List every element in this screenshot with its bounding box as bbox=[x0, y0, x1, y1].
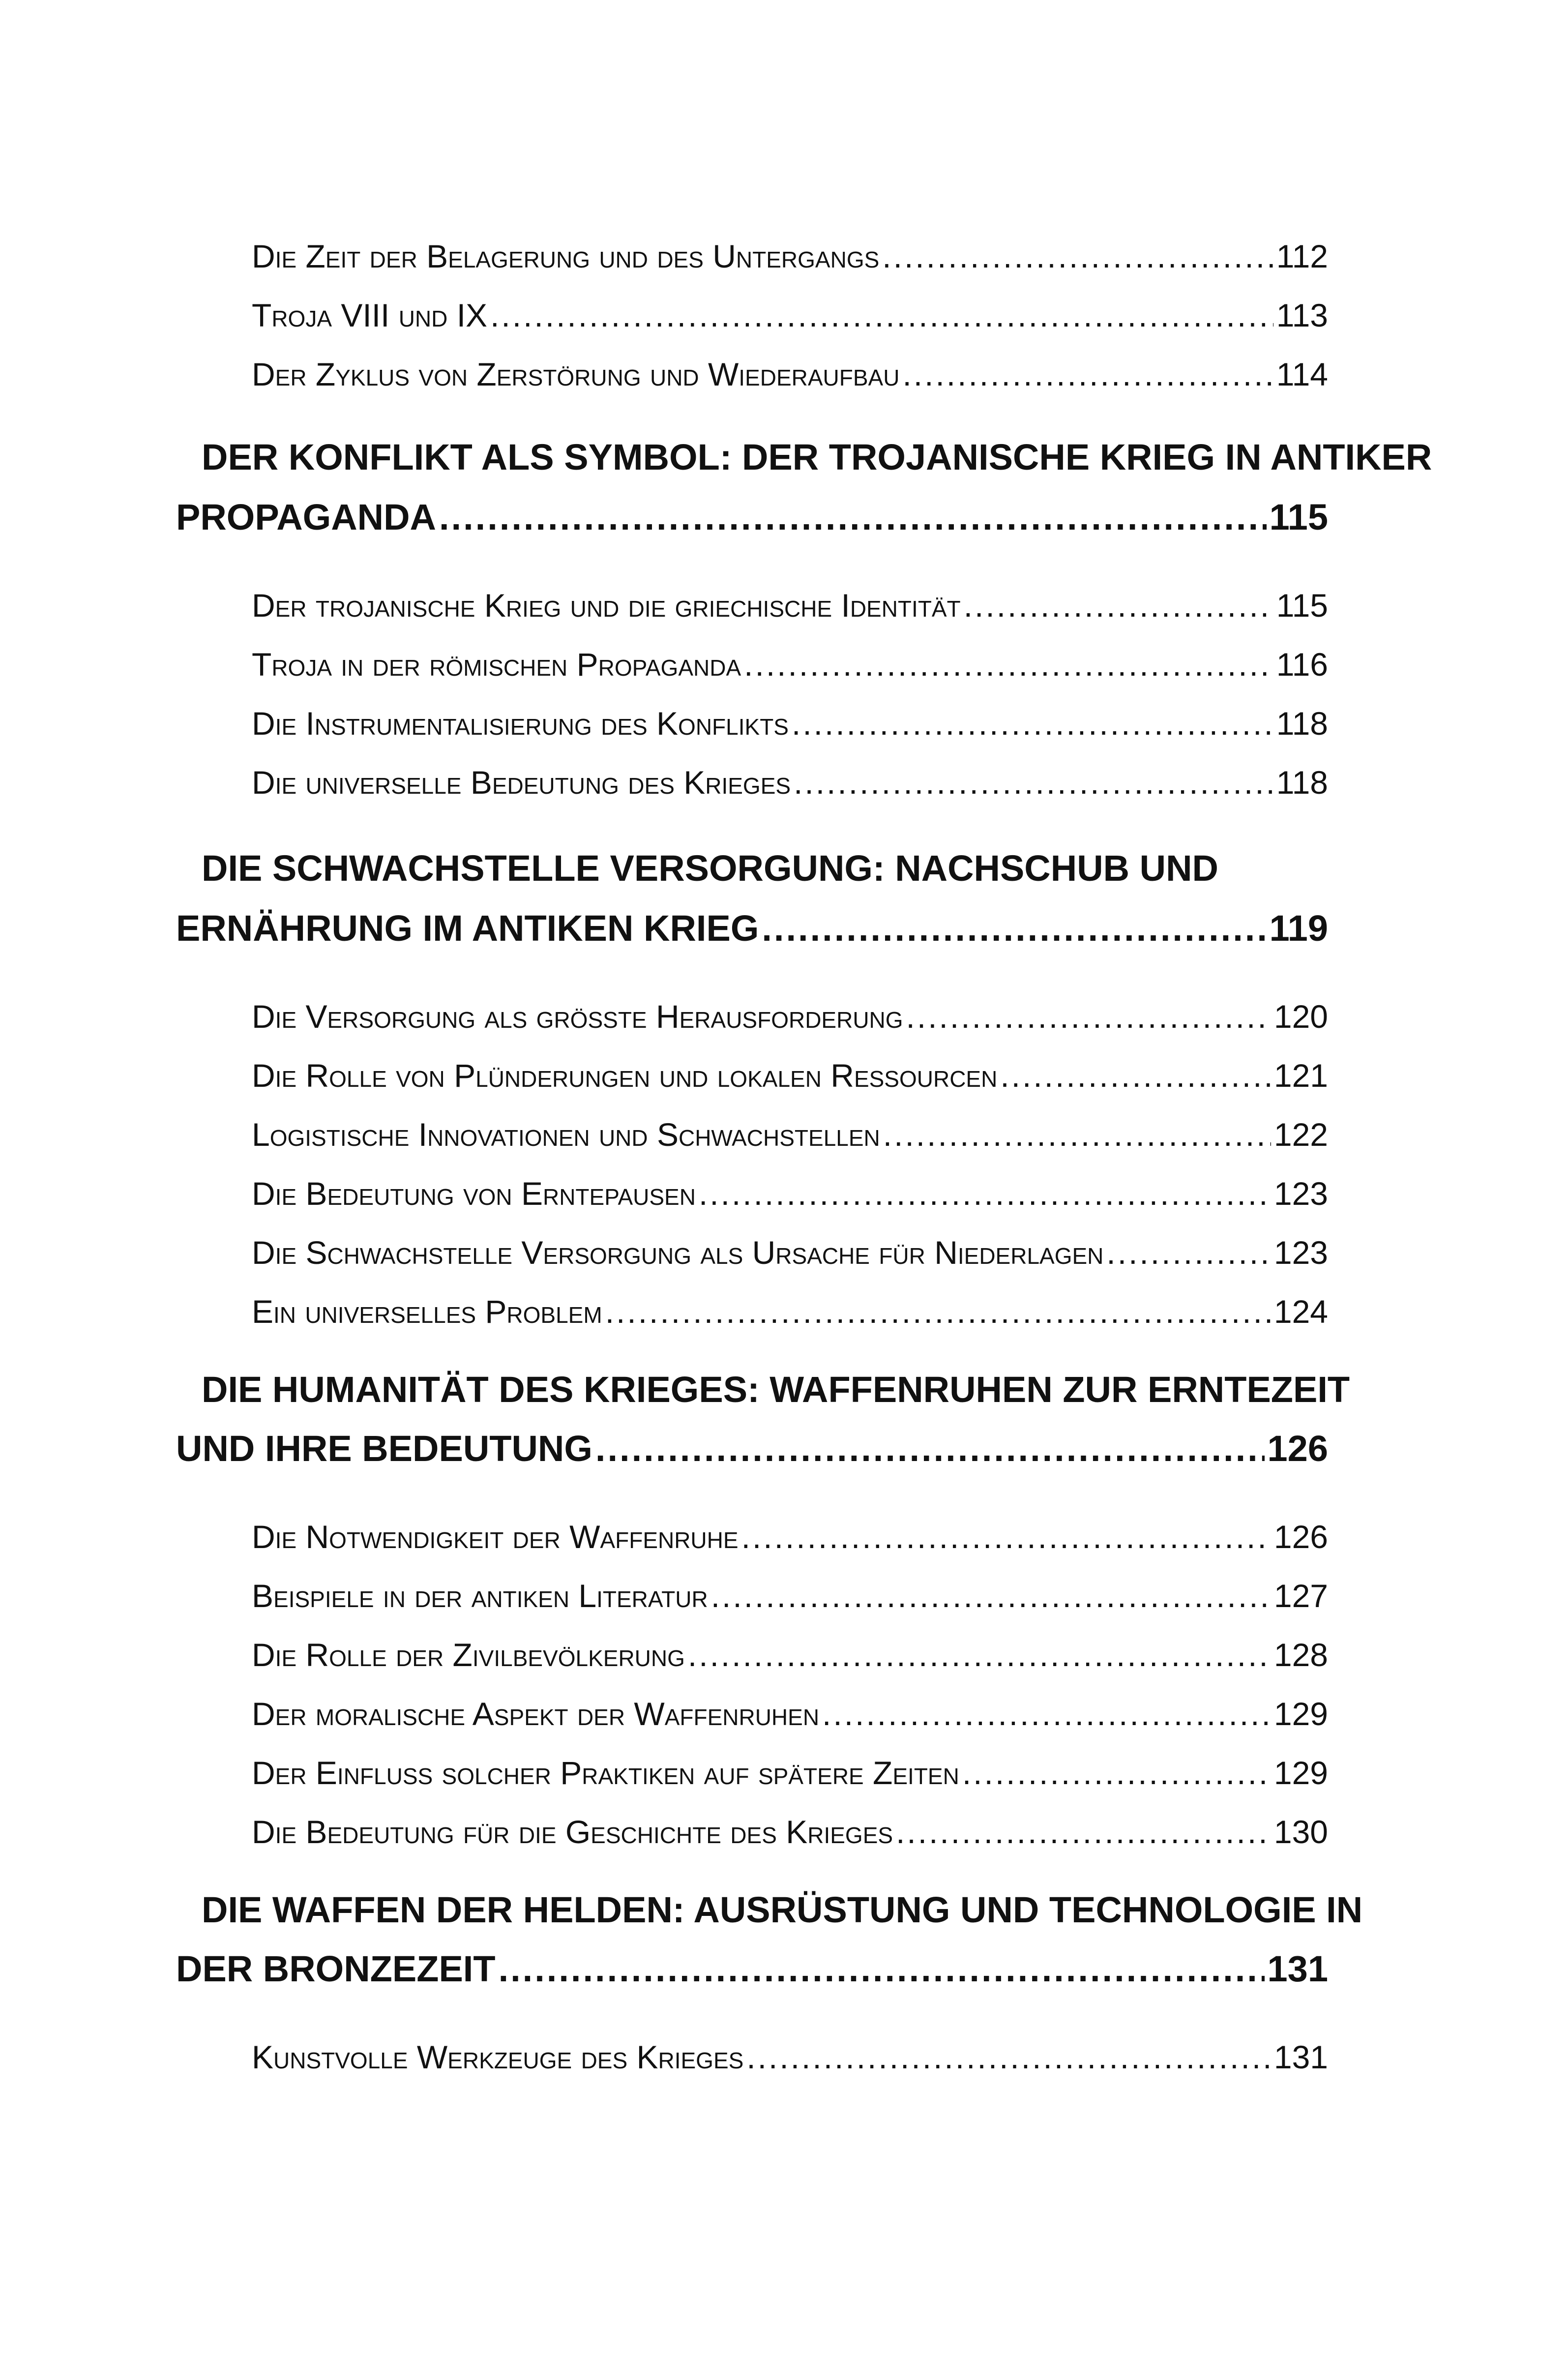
toc-entry[interactable] bbox=[252, 1230, 1328, 1275]
toc-entry-title: Die Bedeutung für die Geschichte des Krieges bbox=[252, 1814, 893, 1850]
toc-page-number: 115 bbox=[1269, 497, 1328, 537]
chapter-title-line1: DIE WAFFEN DER HELDEN: AUSRÜSTUNG UND TECHNOLOGIE IN bbox=[202, 1889, 1363, 1930]
toc-entry[interactable] bbox=[252, 1574, 1328, 1618]
chapter-title-line2: UND IHRE BEDEUTUNG bbox=[176, 1428, 592, 1469]
leader-dots bbox=[744, 642, 1273, 687]
leader-dots bbox=[896, 1810, 1271, 1854]
chapter-heading-line[interactable] bbox=[176, 1365, 1350, 1414]
toc-entry[interactable] bbox=[252, 1112, 1328, 1157]
toc-entry-title: Ein universelles Problem bbox=[252, 1293, 602, 1330]
chapter-entry[interactable] bbox=[176, 1424, 1328, 1473]
leader-dots bbox=[792, 701, 1273, 746]
leader-dots bbox=[962, 1751, 1271, 1795]
toc-entry[interactable] bbox=[252, 1810, 1328, 1854]
toc-page-number: 123 bbox=[1273, 1175, 1328, 1212]
leader-dots bbox=[699, 1171, 1271, 1216]
toc-entry-title: Die universelle Bedeutung des Krieges bbox=[252, 764, 791, 801]
toc-entry-title: Die Notwendigkeit der Waffenruhe bbox=[252, 1519, 739, 1555]
toc-entry[interactable] bbox=[252, 1053, 1328, 1098]
toc-page-number: 129 bbox=[1273, 1755, 1328, 1791]
toc-entry-title: Der Zyklus von Zerstörung und Wiederaufbau bbox=[252, 356, 900, 392]
chapter-heading-line[interactable] bbox=[176, 1885, 1363, 1935]
leader-dots bbox=[906, 994, 1271, 1039]
toc-page-number: 112 bbox=[1276, 238, 1328, 274]
toc-entry-title: Die Bedeutung von Erntepausen bbox=[252, 1175, 696, 1212]
toc-entry-title: Die Schwachstelle Versorgung als Ursache für Niederlagen bbox=[252, 1234, 1104, 1271]
toc-page-number: 120 bbox=[1273, 998, 1328, 1035]
leader-dots bbox=[741, 1515, 1271, 1559]
leader-dots bbox=[762, 904, 1266, 953]
toc-entry[interactable] bbox=[252, 2035, 1328, 2079]
toc-entry-title: Der moralische Aspekt der Waffenruhen bbox=[252, 1696, 820, 1732]
leader-dots bbox=[882, 234, 1273, 278]
toc-entry-title: Die Rolle von Plünderungen und lokalen Ressourcen bbox=[252, 1057, 998, 1094]
chapter-entry[interactable] bbox=[176, 1944, 1328, 1994]
leader-dots bbox=[964, 583, 1273, 627]
chapter-heading-line[interactable] bbox=[176, 433, 1432, 482]
toc-page-number: 131 bbox=[1267, 1948, 1328, 1989]
toc-page-number: 118 bbox=[1276, 764, 1328, 801]
leader-dots bbox=[595, 1424, 1265, 1473]
toc-entry[interactable] bbox=[252, 1289, 1328, 1334]
toc-entry[interactable] bbox=[252, 760, 1328, 805]
leader-dots bbox=[490, 293, 1273, 337]
leader-dots bbox=[1000, 1053, 1271, 1098]
toc-page-number: 130 bbox=[1273, 1814, 1328, 1850]
leader-dots bbox=[902, 352, 1273, 396]
toc-entry[interactable] bbox=[252, 583, 1328, 627]
toc-entry-title: Die Instrumentalisierung des Konflikts bbox=[252, 705, 789, 742]
toc-entry[interactable] bbox=[252, 352, 1328, 396]
toc-page-number: 116 bbox=[1276, 646, 1328, 683]
leader-dots bbox=[746, 2035, 1271, 2079]
toc-entry[interactable] bbox=[252, 234, 1328, 278]
toc-entry[interactable] bbox=[252, 994, 1328, 1039]
toc-page-number: 121 bbox=[1273, 1057, 1328, 1094]
toc-page-number: 126 bbox=[1267, 1428, 1328, 1469]
toc-entry-title: Der trojanische Krieg und die griechische Identität bbox=[252, 587, 961, 624]
leader-dots bbox=[605, 1289, 1271, 1334]
chapter-title-line2: ERNÄHRUNG IM ANTIKEN KRIEG bbox=[176, 908, 759, 949]
toc-entry-title: Beispiele in der antiken Literatur bbox=[252, 1578, 708, 1614]
chapter-title-line2: PROPAGANDA bbox=[176, 497, 436, 537]
toc-entry[interactable] bbox=[252, 1171, 1328, 1216]
toc-page-number: 123 bbox=[1273, 1234, 1328, 1271]
toc-entry-title: Logistische Innovationen und Schwachstellen bbox=[252, 1116, 880, 1153]
toc-page-number: 122 bbox=[1273, 1116, 1328, 1153]
toc-entry[interactable] bbox=[252, 1692, 1328, 1736]
toc-entry-title: Die Versorgung als größte Herausforderung bbox=[252, 998, 903, 1035]
leader-dots bbox=[439, 493, 1267, 542]
leader-dots bbox=[688, 1633, 1271, 1677]
chapter-title-line1: DER KONFLIKT ALS SYMBOL: DER TROJANISCHE KRIEG IN ANTIKER bbox=[202, 437, 1432, 478]
leader-dots bbox=[883, 1112, 1271, 1157]
toc-entry[interactable] bbox=[252, 1633, 1328, 1677]
toc-entry[interactable] bbox=[252, 701, 1328, 746]
chapter-heading-line[interactable] bbox=[176, 844, 1328, 893]
leader-dots bbox=[822, 1692, 1271, 1736]
toc-entry-title: Troja in der römischen Propaganda bbox=[252, 646, 741, 683]
toc-entry-title: Die Rolle der Zivilbevölkerung bbox=[252, 1637, 685, 1673]
toc-page-number: 124 bbox=[1273, 1293, 1328, 1330]
chapter-title-line1: DIE HUMANITÄT DES KRIEGES: WAFFENRUHEN ZUR ERNTEZEIT bbox=[202, 1369, 1350, 1410]
toc-entry[interactable] bbox=[252, 293, 1328, 337]
toc-entry[interactable] bbox=[252, 1751, 1328, 1795]
toc-page-number: 127 bbox=[1273, 1578, 1328, 1614]
toc-page-number: 126 bbox=[1273, 1519, 1328, 1555]
toc-page-number: 128 bbox=[1273, 1637, 1328, 1673]
toc-entry-title: Troja VIII und IX bbox=[252, 297, 488, 333]
toc-entry-title: Der Einfluss solcher Praktiken auf spätere Zeiten bbox=[252, 1755, 959, 1791]
leader-dots bbox=[794, 760, 1273, 805]
chapter-title-line1: DIE SCHWACHSTELLE VERSORGUNG: NACHSCHUB UND bbox=[202, 848, 1218, 889]
leader-dots bbox=[499, 1944, 1265, 1994]
toc-page-number: 115 bbox=[1276, 587, 1328, 624]
toc-entry[interactable] bbox=[252, 642, 1328, 687]
chapter-entry[interactable] bbox=[176, 493, 1328, 542]
toc-entry-title: Die Zeit der Belagerung und des Untergangs bbox=[252, 238, 880, 274]
toc-page-number: 131 bbox=[1273, 2039, 1328, 2075]
chapter-entry[interactable] bbox=[176, 904, 1328, 953]
toc-entry[interactable] bbox=[252, 1515, 1328, 1559]
toc-page-number: 119 bbox=[1269, 908, 1328, 949]
toc-page-number: 113 bbox=[1276, 297, 1328, 333]
toc-entry-title: Kunstvolle Werkzeuge des Krieges bbox=[252, 2039, 744, 2075]
toc-page-number: 114 bbox=[1276, 356, 1328, 392]
leader-dots bbox=[1106, 1230, 1271, 1275]
toc-page-number: 129 bbox=[1273, 1696, 1328, 1732]
chapter-title-line2: DER BRONZEZEIT bbox=[176, 1948, 496, 1989]
toc-page-number: 118 bbox=[1276, 705, 1328, 742]
leader-dots bbox=[711, 1574, 1271, 1618]
